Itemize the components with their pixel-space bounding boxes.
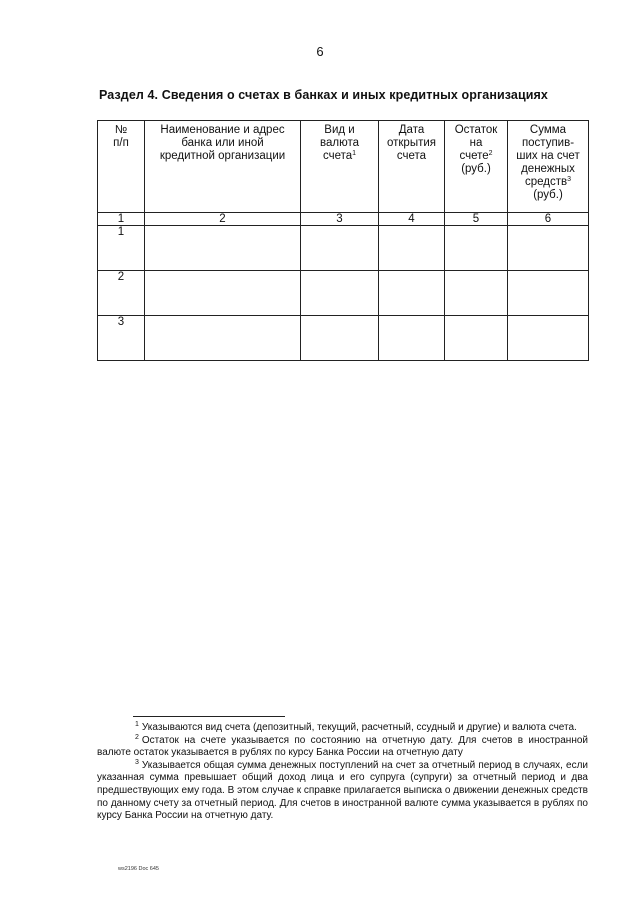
cell-bank[interactable] (145, 316, 301, 361)
header-balance: Остаток на счете$^2$ (руб.) (445, 121, 508, 213)
column-number-row (98, 213, 589, 226)
cell-receipts[interactable] (508, 316, 589, 361)
header-bank-name: Наименование и адрес банка или иной кредитной организации (145, 121, 301, 213)
footnote-ref-3: 3 (567, 176, 572, 183)
header-number: № п/п (98, 121, 145, 213)
cell-bank[interactable] (145, 226, 301, 271)
page-number: 6 (316, 44, 324, 59)
cell-type[interactable] (301, 226, 379, 271)
footnote-divider (133, 716, 285, 717)
cell-date[interactable] (379, 271, 445, 316)
cell-type[interactable] (301, 271, 379, 316)
footnote: $^3$ Указывается общая сумма денежных поступлений на счет за отчетный период в случаях, если указанная сумма превышает общий доход лица и его супруга (супруги) за отчетный период и два предшествующих ему года. В этом случае к справке прилагается выписка о движении денежных средств по данному счету за отчетный период. Для счетов в иностранной валюте сумма указывается в рублях по курсу Банка России на отчетную дату. (97, 758, 588, 822)
column-number: 3 (301, 213, 379, 226)
row-number: 2 (98, 271, 145, 316)
footnote: $^2$ Остаток на счете указывается по состоянию на отчетную дату. Для счетов в иностранной валюте остаток указывается в рублях по курсу Банка России на отчетную дату (97, 733, 588, 759)
cell-bank[interactable] (145, 271, 301, 316)
header-receipts: Сумма поступив- ших на счет денежных средств$^3$ (руб.) (508, 121, 589, 213)
footnote-ref-1: 1 (352, 150, 357, 157)
header-account-type: Вид и валюта счета$^1$ (301, 121, 379, 213)
accounts-table (97, 120, 589, 361)
cell-receipts[interactable] (508, 226, 589, 271)
cell-balance[interactable] (445, 271, 508, 316)
header-open-date: Дата открытия счета (379, 121, 445, 213)
cell-balance[interactable] (445, 226, 508, 271)
cell-date[interactable] (379, 316, 445, 361)
footnote-ref-2: 2 (488, 150, 493, 157)
cell-balance[interactable] (445, 316, 508, 361)
column-number: 1 (98, 213, 145, 226)
table-row (98, 226, 589, 271)
cell-receipts[interactable] (508, 271, 589, 316)
cell-date[interactable] (379, 226, 445, 271)
table-header-row (98, 121, 589, 213)
footnote: $^1$ Указываются вид счета (депозитный, текущий, расчетный, ссудный и другие) и валюта счета. (135, 721, 577, 733)
row-number: 3 (98, 316, 145, 361)
column-number: 4 (379, 213, 445, 226)
table-row (98, 316, 589, 361)
column-number: 6 (508, 213, 589, 226)
table-row (98, 271, 589, 316)
column-number: 2 (145, 213, 301, 226)
document-code: ws2196 Doc 645 (118, 866, 159, 872)
row-number: 1 (98, 226, 145, 271)
footnotes (97, 722, 588, 823)
column-number: 5 (445, 213, 508, 226)
section-title: Раздел 4. Сведения о счетах в банках и иных кредитных организациях (99, 88, 548, 102)
cell-type[interactable] (301, 316, 379, 361)
